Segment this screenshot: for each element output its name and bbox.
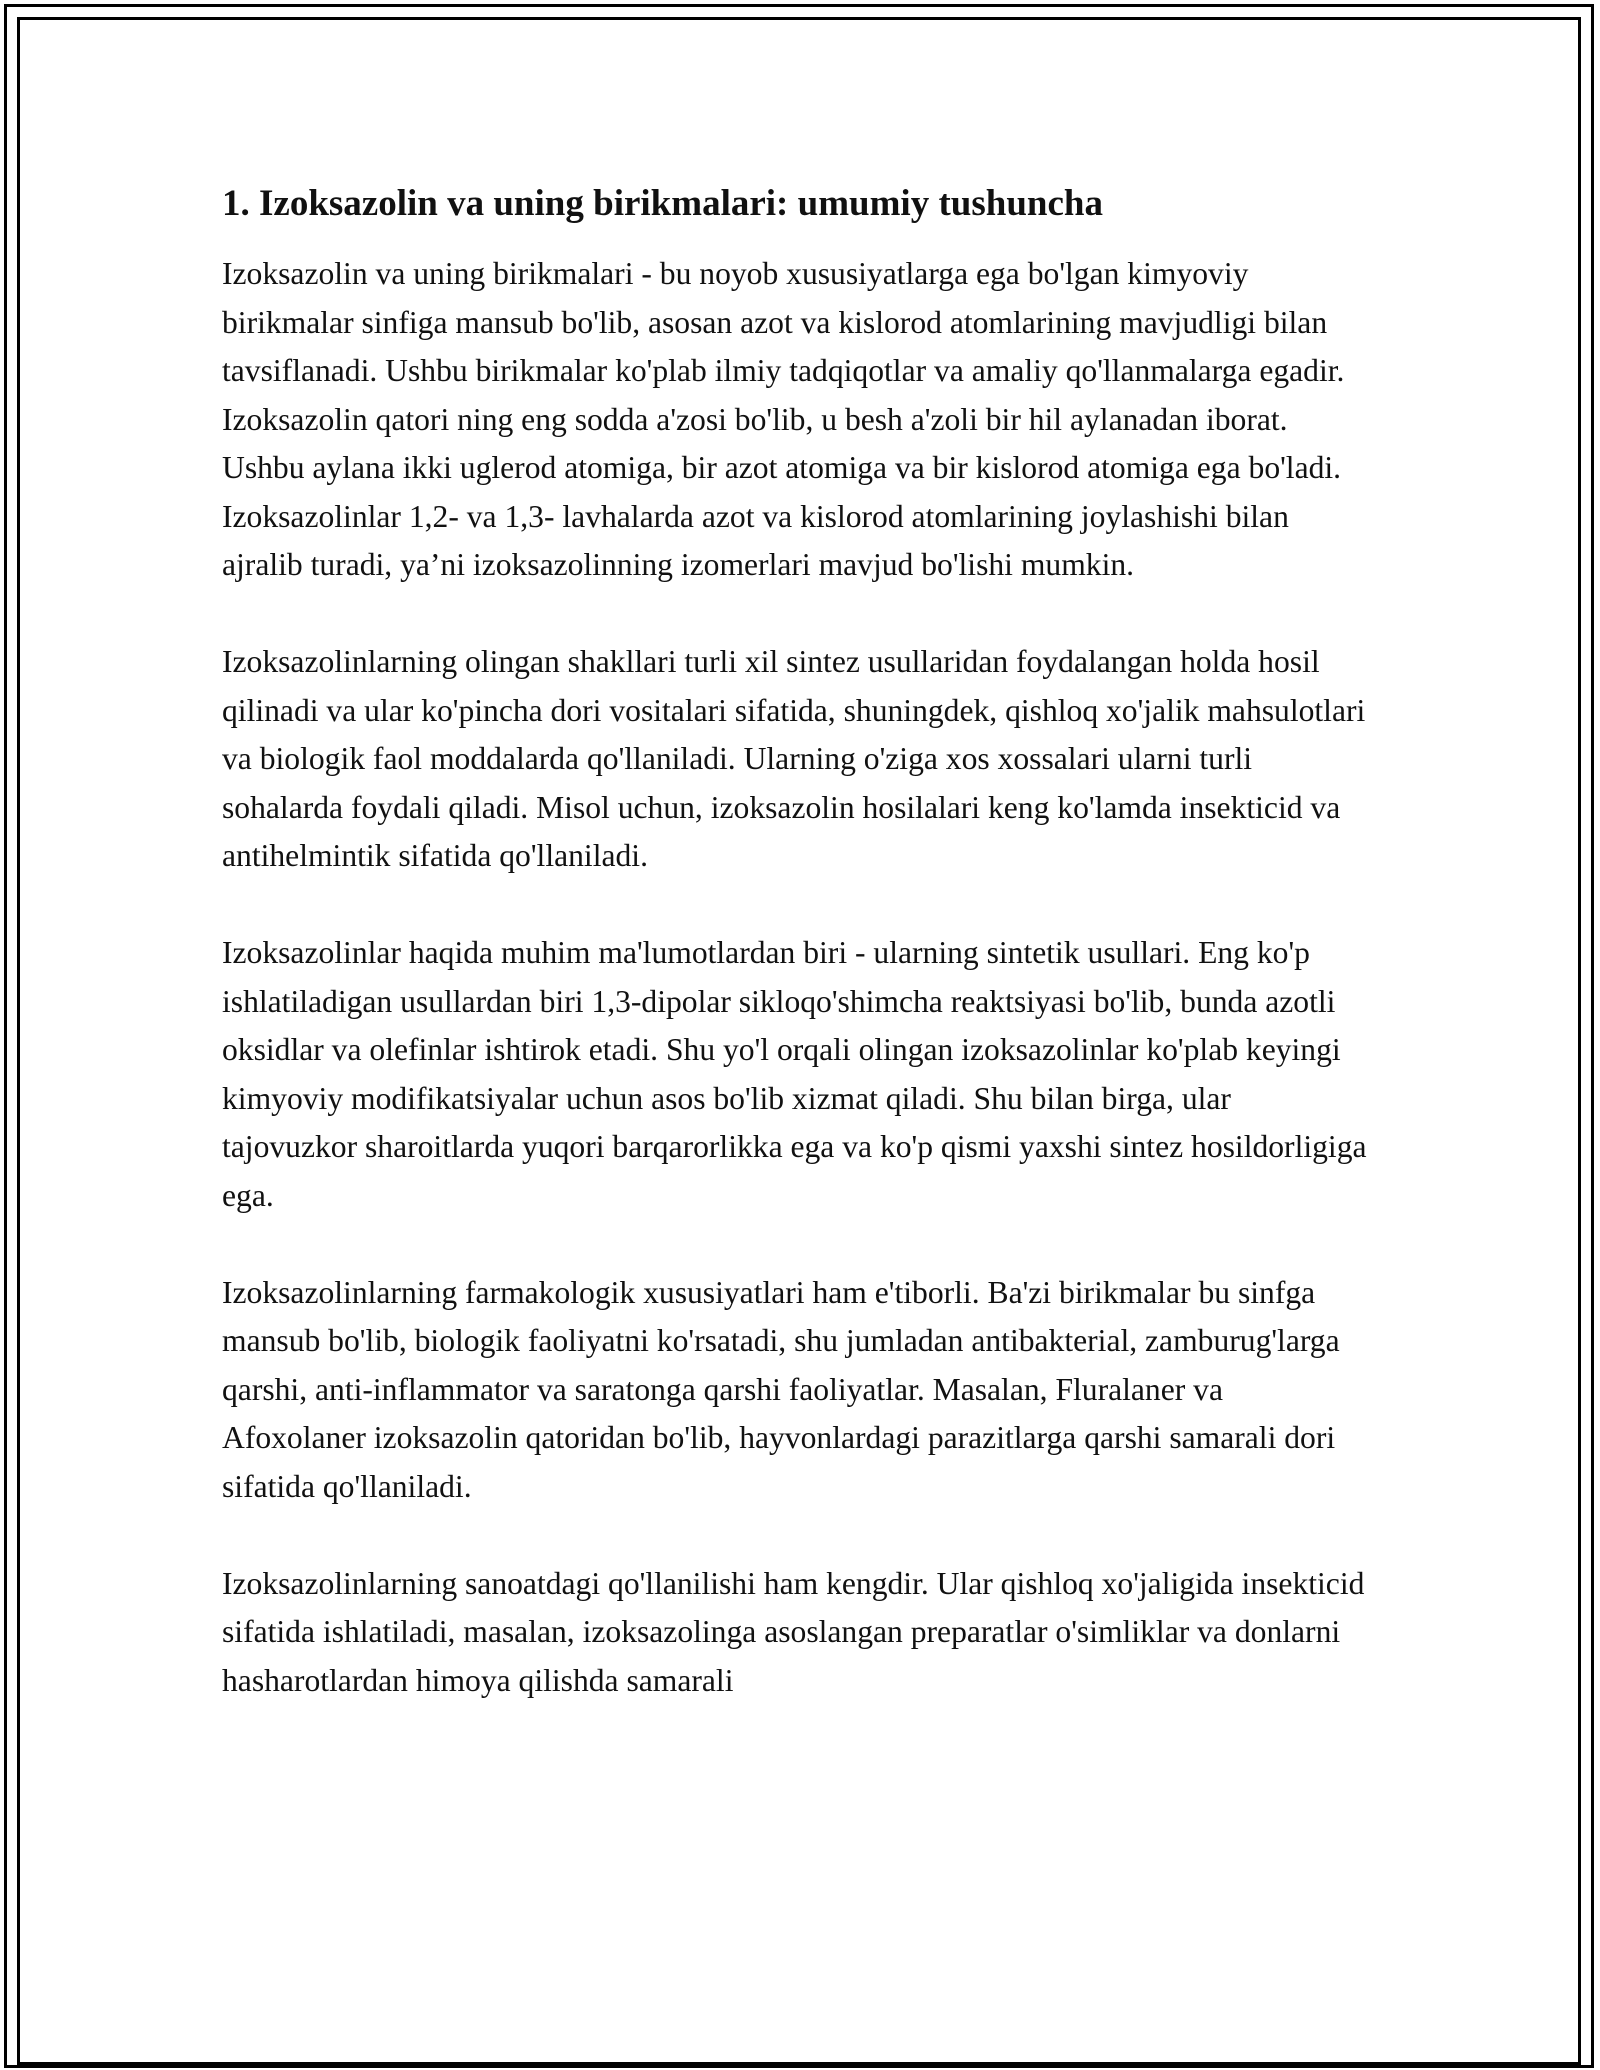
document-body (222, 180, 1372, 1705)
paragraph-pharmacology: Izoksazolinlarning farmakologik xususiyatlari ham e'tiborli. Ba'zi birikmalar bu sinfga mansub bo'lib, biologik faoliyatni ko'rsatadi, shu jumladan antibakterial, zamburug'larga qarshi, anti-inflammator va saratonga qarshi faoliyatlar. Masalan, Fluralaner va Afoxolaner izoksazolin qatoridan bo'lib, hayvonlardagi parazitlarga qarshi samarali dori sifatida qo'llaniladi. (222, 1274, 1340, 1504)
paragraph-applications: Izoksazolinlarning olingan shakllari turli xil sintez usullaridan foydalangan holda hosil qilinadi va ular ko'pincha dori vositalari sifatida, shuningdek, qishloq xo'jalik mahsulotlari va biologik faol moddalarda qo'llaniladi. Ularning o'ziga xos xossalari ularni turli sohalarda foydali qiladi. Misol uchun, izoksazolin hosilalari keng ko'lamda insekticid va antihelmintik sifatida qo'llaniladi. (222, 644, 1366, 873)
paragraph-industry: Izoksazolinlarning sanoatdagi qo'llanilishi ham kengdir. Ular qishloq xo'jaligida insekticid sifatida ishlatiladi, masalan, izoksazolinga asoslangan preparatlar o'simliklar va donlarni hasharotlardan himoya qilishda samarali (222, 1565, 1365, 1698)
paragraph-synthesis: Izoksazolinlar haqida muhim ma'lumotlardan biri - ularning sintetik usullari. Eng ko'p ishlatiladigan usullardan biri 1,3-dipolar sikloqo'shimcha reaktsiyasi bo'lib, bunda azotli oksidlar va olefinlar ishtirok etadi. Shu yo'l orqali olingan izoksazolinlar ko'plab keyingi kimyoviy modifikatsiyalar uchun asos bo'lib xizmat qiladi. Shu bilan birga, ular tajovuzkor sharoitlarda yuqori barqarorlikka ega va ko'p qismi yaxshi sintez hosildorligiga ega. (222, 935, 1367, 1213)
section-title: 1. Izoksazolin va uning birikmalari: umumiy tushuncha (222, 183, 1103, 224)
paragraph-definition: Izoksazolin va uning birikmalari - bu noyob xususiyatlarga ega bo'lgan kimyoviy birikmalar sinfiga mansub bo'lib, asosan azot va kislorod atomlarining mavjudligi bilan tavsiflanadi. Ushbu birikmalar ko'plab ilmiy tadqiqotlar va amaliy qo'llanmalarga egadir. Izoksazolin qatori ning eng sodda a'zosi bo'lib, u besh a'zoli bir hil aylanadan iborat. Ushbu aylana ikki uglerod atomiga, bir azot atomiga va bir kislorod atomiga ega bo'ladi. Izoksazolinlar 1,2- va 1,3- lavhalarda azot va kislorod atomlarining joylashishi bilan ajralib turadi, ya’ni izoksazolinning izomerlari mavjud bo'lishi mumkin. (222, 256, 1345, 582)
